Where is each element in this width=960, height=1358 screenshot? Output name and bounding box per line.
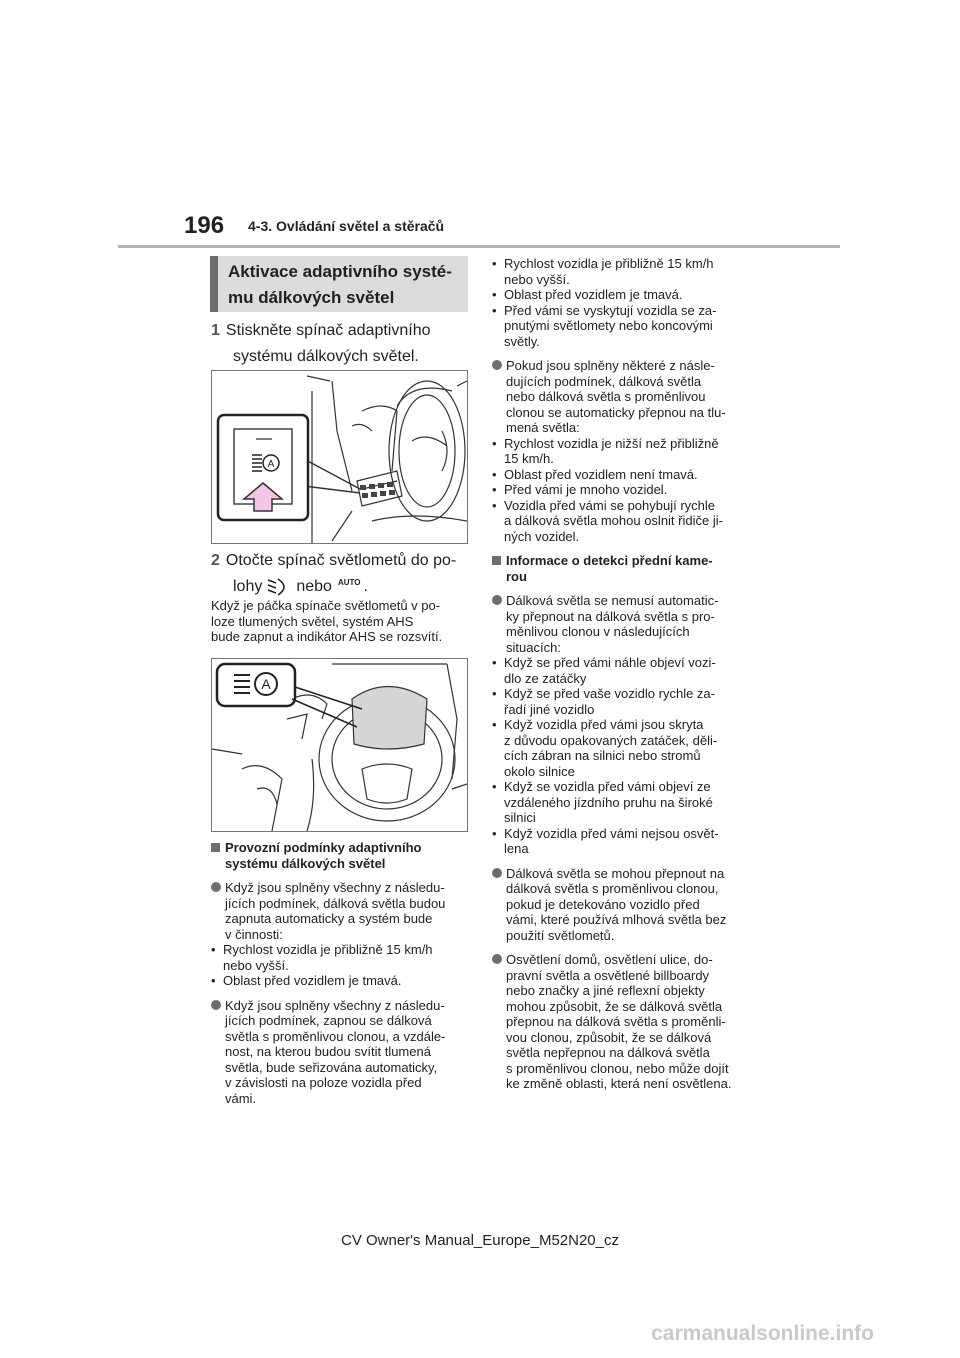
svg-text:A: A [261, 676, 271, 692]
text-line: Dálková světla se nemusí automatic- [506, 593, 719, 608]
step-text: Stiskněte spínač adaptivního [225, 322, 431, 339]
headlight-low-beam-icon [266, 576, 292, 598]
text-line: a dálková světla mohou oslnit řidiče ji- [504, 513, 723, 528]
text-line: vou clonou, způsobit, že se dálková [506, 1029, 712, 1045]
bullet-item [492, 498, 750, 545]
figure-indicator [211, 658, 468, 832]
text-line: Pokud jsou splněny některé z násle- [506, 358, 715, 373]
bullet-item [492, 482, 750, 498]
text-line: vámi. [225, 1090, 257, 1106]
paragraph [211, 880, 469, 942]
text-line: v závislosti na poloze vozidla před [225, 1075, 422, 1090]
text-line: světla s proměnlivou clonou, a vzdále- [225, 1028, 446, 1044]
text-line: mená světla: [506, 420, 580, 435]
auto-icon: AUTO [337, 578, 361, 587]
paragraph [492, 866, 750, 944]
text-line: • Oblast před vozidlem je tmavá. [223, 973, 402, 988]
section-title-line: mu dálkových světel [228, 288, 395, 307]
text-line: Když je páčka spínače světlometů v po- [211, 598, 441, 613]
step-text: nebo [296, 578, 332, 595]
text-line: • Rychlost vozidla je přibližně 15 km/h [504, 256, 714, 271]
text-line: mohou způsobit, že se dálková světla [506, 998, 723, 1014]
switch-illustration [212, 371, 467, 543]
text-line: v činnosti: [225, 926, 283, 942]
bullet-item [492, 467, 750, 483]
text-line: nebo dálková světla s proměnlivou [506, 389, 706, 404]
section-title-line: Aktivace adaptivního systé- [228, 262, 452, 281]
note-ahs [211, 598, 469, 645]
text-line: dálková světla s proměnlivou clonou, [506, 881, 719, 896]
text-line: dujících podmínek, dálková světla [506, 373, 702, 389]
figure-switch [211, 370, 468, 544]
text-line: rou [506, 568, 527, 584]
bullet-item [492, 717, 750, 779]
text-line: cích zábran na silnici nebo stromů [504, 748, 701, 763]
svg-text:A: A [267, 459, 275, 470]
text-line: řadí jiné vozidlo [504, 701, 595, 717]
step-text: . [363, 578, 368, 595]
text-line: z důvodu opakovaných zatáček, děli- [504, 732, 718, 748]
circle-marker-icon [492, 868, 502, 878]
step-number: 2 [211, 552, 220, 569]
step-text: systému dálkových světel. [233, 348, 419, 365]
footer: CV Owner's Manual_Europe_M52N20_cz [340, 1232, 619, 1249]
bullet-item [211, 973, 469, 989]
text-line: Dálková světla se mohou přepnout na [506, 865, 725, 881]
text-line: • Když se před vaše vozidlo rychle za- [504, 686, 715, 701]
text-line: • Když vozidla před vámi jsou skryta [504, 717, 704, 732]
text-line: Když jsou splněny všechny z následu- [225, 880, 445, 895]
circle-marker-icon [492, 595, 502, 605]
text-line: • Před vámi je mnoho vozidel. [504, 482, 668, 497]
right-column [492, 256, 750, 1092]
text-line: lena [504, 841, 529, 856]
step-2 [211, 548, 469, 600]
section-title [210, 256, 468, 312]
text-line: nost, na kterou budou svítit tlumená [225, 1044, 431, 1059]
text-line: zapnuta automaticky a systém bude [225, 911, 433, 926]
square-marker-icon [492, 556, 501, 565]
paragraph [211, 998, 469, 1107]
header-rule [118, 245, 840, 248]
text-line: clonou se automaticky přepnou na tlu- [506, 404, 726, 420]
step-text: Otočte spínač světlometů do po- [225, 552, 457, 569]
bullet-item [492, 779, 750, 826]
text-line: • Když se vozidla před vámi objeví ze [504, 779, 711, 794]
circle-marker-icon [211, 1000, 221, 1010]
circle-marker-icon [492, 360, 502, 370]
text-line: systému dálkových světel [225, 855, 386, 871]
text-line: vzdáleného jízdního pruhu na široké [504, 794, 713, 810]
text-line: jících podmínek, dálková světla budou [225, 895, 446, 911]
text-line: pravní světla a osvětlené billboardy [506, 967, 710, 983]
text-line: • Rychlost vozidla je nižší než přibližně [504, 435, 719, 451]
step-1 [211, 318, 469, 370]
left-column [211, 840, 469, 1106]
text-line: Informace o detekci přední kame- [506, 553, 713, 568]
text-line: situacích: [506, 639, 561, 655]
chapter-title: 4-3. Ovládání světel a stěračů [248, 218, 445, 234]
text-line: ke změně oblasti, která není osvětlena. [506, 1076, 732, 1091]
text-line: bude zapnut a indikátor AHS se rozsvítí. [211, 629, 443, 644]
text-line: • Před vámi se vyskytují vozidla se za- [504, 302, 717, 318]
bullet-item [492, 826, 750, 857]
bullet-item [492, 287, 750, 303]
text-line: ných vozidel. [504, 528, 580, 544]
text-line: pnutými světlomety nebo koncovými [504, 318, 713, 333]
circle-marker-icon [492, 954, 502, 964]
watermark: carmanualsonline.info [651, 1322, 874, 1345]
square-marker-icon [211, 843, 220, 852]
text-line: jících podmínek, zapnou se dálková [225, 1013, 432, 1028]
bullet-item [492, 256, 750, 287]
bullet-item [492, 686, 750, 717]
bullet-item [211, 942, 469, 973]
text-line: Když jsou splněny všechny z následu- [225, 997, 445, 1013]
paragraph [492, 952, 750, 1092]
text-line: • Když vozidla před vámi nejsou osvět- [504, 825, 719, 841]
indicator-illustration [212, 659, 467, 831]
text-line: nebo značky a jiné reflexní objekty [506, 983, 705, 998]
paragraph [492, 358, 750, 436]
text-line: světla nepřepnou na dálková světla [506, 1045, 710, 1060]
text-line: • Vozidla před vámi se pohybují rychle [504, 497, 716, 513]
text-line: silnici [504, 810, 536, 825]
text-line: Osvětlení domů, osvětlení ulice, do- [506, 952, 713, 967]
text-line: • Oblast před vozidlem je tmavá. [504, 287, 683, 302]
text-line: světla, bude seřizována automaticky, [225, 1059, 438, 1075]
bullet-item [492, 655, 750, 686]
text-line: • Rychlost vozidla je přibližně 15 km/h [223, 942, 433, 957]
paragraph [492, 593, 750, 655]
text-line: použití světlometů. [506, 927, 615, 943]
bullet-item [492, 303, 750, 350]
circle-marker-icon [211, 882, 221, 892]
step-text: lohy [233, 578, 263, 595]
step-number: 1 [211, 322, 220, 339]
text-line: vámi, které používá mlhová světla bez [506, 912, 727, 927]
text-line: dlo ze zatáčky [504, 670, 587, 686]
text-line: s proměnlivou clonou, nebo může dojít [506, 1060, 729, 1076]
page-number: 196 [184, 212, 225, 239]
text-line: okolo silnice [504, 763, 575, 779]
text-line: pokud je detekováno vozidlo před [506, 896, 700, 912]
text-line: • Oblast před vozidlem není tmavá. [504, 466, 698, 482]
text-line: ky přepnout na dálková světla s pro- [506, 608, 715, 624]
text-line: nebo vyšší. [223, 957, 289, 973]
text-line: světly. [504, 333, 540, 349]
text-line: • Když se před vámi náhle objeví vozi- [504, 655, 716, 670]
text-line: Provozní podmínky adaptivního [225, 840, 422, 855]
text-line: měnlivou clonou v následujících [506, 624, 690, 639]
subheading-camera [492, 553, 750, 584]
text-line: přepnou na dálková světla s proměnli- [506, 1014, 726, 1029]
text-line: nebo vyšší. [504, 271, 570, 287]
text-line: loze tlumených světel, systém AHS [211, 613, 414, 629]
bullet-item [492, 436, 750, 467]
text-line: 15 km/h. [504, 451, 554, 466]
subheading-conditions [211, 840, 469, 871]
